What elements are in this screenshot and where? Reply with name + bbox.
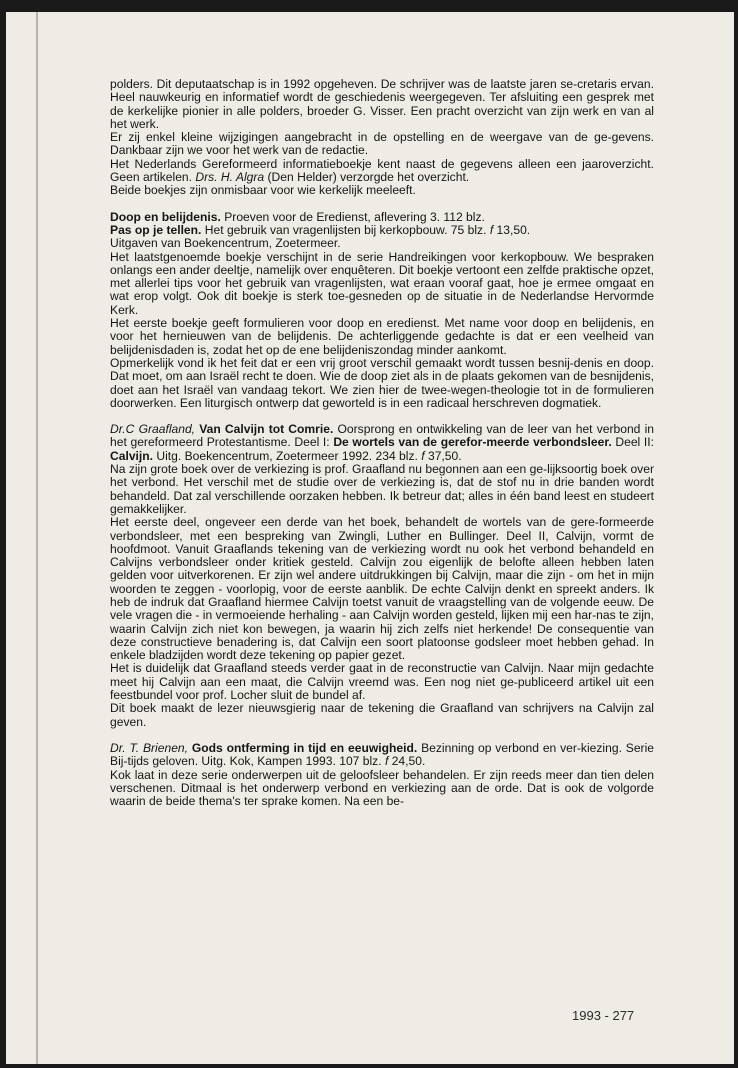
paragraph xyxy=(110,131,654,158)
text-run: Het laatstgenoemde boekje verschijnt in de serie Handreikingen voor kerkopbouw. We bespraken onlangs een ander deeltje, namelijk over enquêteren. Dit boekje vertoont een zelfde praktische opzet, met allerlei tips voor het gebruik van vragenlijsten, wat eraan vooraf gaat, hoe je ermee omgaat en wat erop volgt. Ook dit boekje is sterk toe-gesneden op de situatie in de Nederlandse Hervormde Kerk. xyxy=(110,249,654,317)
paragraph xyxy=(110,769,654,809)
text-run: Pas op je tellen. xyxy=(110,222,202,237)
text-run: Calvijn. xyxy=(110,448,154,463)
paragraph xyxy=(110,237,654,250)
text-run: Na zijn grote boek over de verkiezing is prof. Graafland nu begonnen aan een ge-lijksoortig boek over het verbond. Het verschil met de studie over de verkiezing is, dat de stof nu in drie banden wordt behandeld. Dat zal verschillende oorzaken hebben. Ik betreur dat; alles in één band leest en studeert gemakkelijker. xyxy=(110,462,654,516)
text-run: (Den Helder) verzorgde het overzicht. xyxy=(264,170,470,185)
paragraph xyxy=(110,224,654,237)
text-run: Het eerste deel, ongeveer een derde van het boek, behandelt de wortels van de gere-formeerde verbondsleer, met een bespreking van Zwingli, Luther en Bullinger. Deel II, Calvijn, vormt de hoofdmoot. Vanuit Graaflands tekening van de verkiezing wordt nu ook het verbond behandeld en Calvijns verbondsleer onder kritiek gesteld. Calvijn zou eigenlijk de belofte alleen hebben laten gelden voor uitverkorenen. Er zijn wel andere uitdrukkingen bij Calvijn, maar die zijn - om het in mijn woorden te zeggen - voorlopig, voor de eerste aanblik. De echte Calvijn denkt en spreekt anders. Ik heb de indruk dat Graafland hiermee Calvijn toetst vanuit de vraagstelling van de volgende eeuw. De vele vragen die - in vermoeiende herhaling - aan Calvijn worden gesteld, lijken mij een har-nas te zijn, waarin Calvijn zich niet kon bewegen, ja waarin hij zich zelfs niet herkende! De consequentie van deze constructieve benadering is, dat Calvijn een soort platoonse godsleer moet hebben gehad. In enkele bladzijden wordt deze tekening op papier gezet. xyxy=(110,515,654,663)
page-number: 1993 - 277 xyxy=(572,1008,635,1023)
text-run: 24,50. xyxy=(388,754,426,769)
text-run: Drs. H. Algra xyxy=(195,170,265,185)
text-run: Dr.C Graafland, xyxy=(110,422,196,437)
text-run: Het Nederlands Gereformeerd informatieboekje kent naast de gegevens alleen een jaaroverzicht. Geen artikelen. xyxy=(110,156,654,185)
text-run: f xyxy=(489,222,494,237)
paragraph xyxy=(110,662,654,702)
text-run: Uitgaven van Boekencentrum, Zoetermeer. xyxy=(110,236,341,251)
text-run: Het eerste boekje geeft formulieren voor doop en eredienst. Met name voor doop en belijdenis, en voor het hernieuwen van de belijdenis. De achterliggende gedachte is dat er een veelheid van belijdenisdaden is, zodat het op de ene belijdeniszondag minder aankomt. xyxy=(110,316,654,357)
text-run: Opmerkelijk vond ik het feit dat er een vrij groot verschil gemaakt wordt tussen besnij-denis en doop. Dat moet, om aan Israël recht te doen. Wie de doop ziet als in de plaats gekomen van de besnijdenis, doet aan het Israël van vandaag tekort. We zien hier de twee-wegen-theologie tot in de formulieren doorwerken. Een liturgisch ontwerp dat geworteld is in een radicaal herschreven dogmatiek. xyxy=(110,355,654,410)
text-run: Proeven voor de Eredienst, aflevering 3. 112 blz. xyxy=(220,209,485,224)
text-run: Het gebruik van vragenlijsten bij kerkopbouw. 75 blz. xyxy=(201,222,490,237)
text-run: Oorsprong en ontwikkeling van de leer van het verbond in het gereformeerd Protestantisme. Deel I: xyxy=(110,422,654,450)
text-run: Uitg. Boekencentrum, Zoetermeer 1992. 234 blz. xyxy=(153,448,422,463)
paragraph xyxy=(110,702,654,729)
text-run: Deel II: xyxy=(611,435,654,450)
paragraph xyxy=(110,742,654,769)
text-run: Dr. T. Brienen, xyxy=(110,740,189,755)
text-run: 13,50. xyxy=(493,222,531,237)
text-run: Doop en belijdenis. xyxy=(110,209,221,224)
text-run: 37,50. xyxy=(424,448,462,463)
text-run: Er zij enkel kleine wijzigingen aangebracht in de opstelling en de weergave van de ge-gevens. Dankbaar zijn we voor het werk van de redactie. xyxy=(110,130,654,158)
text-run: Dit boek maakt de lezer nieuwsgierig naar de tekening die Graafland van schrijvers na Calvijn zal geven. xyxy=(110,701,654,729)
text-run: Van Calvijn tot Comrie. xyxy=(199,422,334,437)
paragraph xyxy=(110,211,654,224)
text-run: De wortels van de gerefor-meerde verbondsleer. xyxy=(333,435,612,450)
body-text xyxy=(110,78,654,808)
paragraph xyxy=(110,251,654,317)
text-run: Bezinning op verbond en ver-kiezing. Serie Bij-tijds geloven. Uitg. Kok, Kampen 1993. 107 blz. xyxy=(110,740,654,769)
paragraph xyxy=(110,357,654,410)
paragraph xyxy=(110,463,654,516)
paragraph xyxy=(110,78,654,131)
text-run: polders. Dit deputaatschap is in 1992 opgeheven. De schrijver was de laatste jaren se-cretaris ervan. Heel nauwkeurig en informatief wordt de geschiedenis weergegeven. Ter afsluiting een gesprek met de kerkelijke pionier in alle polders, broeder G. Visser. Een pracht overzicht van zijn werk en van al het werk. xyxy=(110,77,654,131)
text-run: Gods ontferming in tijd en eeuwigheid. xyxy=(191,740,418,755)
text-run: f xyxy=(384,754,389,769)
document-page xyxy=(6,12,734,1064)
text-run: Beide boekjes zijn onmisbaar voor wie kerkelijk meeleeft. xyxy=(110,183,416,198)
text-run: f xyxy=(421,448,425,463)
paragraph xyxy=(110,184,654,197)
text-run: Het is duidelijk dat Graafland steeds verder gaat in de reconstructie van Calvijn. Naar mijn gedachte meet hij Calvijn aan een maat, die Calvijn vreemd was. Een nog niet ge-publiceerd artikel uit een feestbundel voor prof. Locher sluit de bundel af. xyxy=(110,661,654,703)
paragraph xyxy=(110,516,654,662)
text-run: Kok laat in deze serie onderwerpen uit de geloofsleer behandelen. Er zijn reeds meer dan tien delen verschenen. Ditmaal is het onderwerp verbond en verkiezing aan de orde. Dat is ook de volgorde waarin de beide thema's ter sprake komen. Na een be- xyxy=(110,767,654,809)
binding-edge xyxy=(36,12,38,1064)
paragraph xyxy=(110,317,654,357)
paragraph xyxy=(110,423,654,463)
paragraph xyxy=(110,158,654,185)
